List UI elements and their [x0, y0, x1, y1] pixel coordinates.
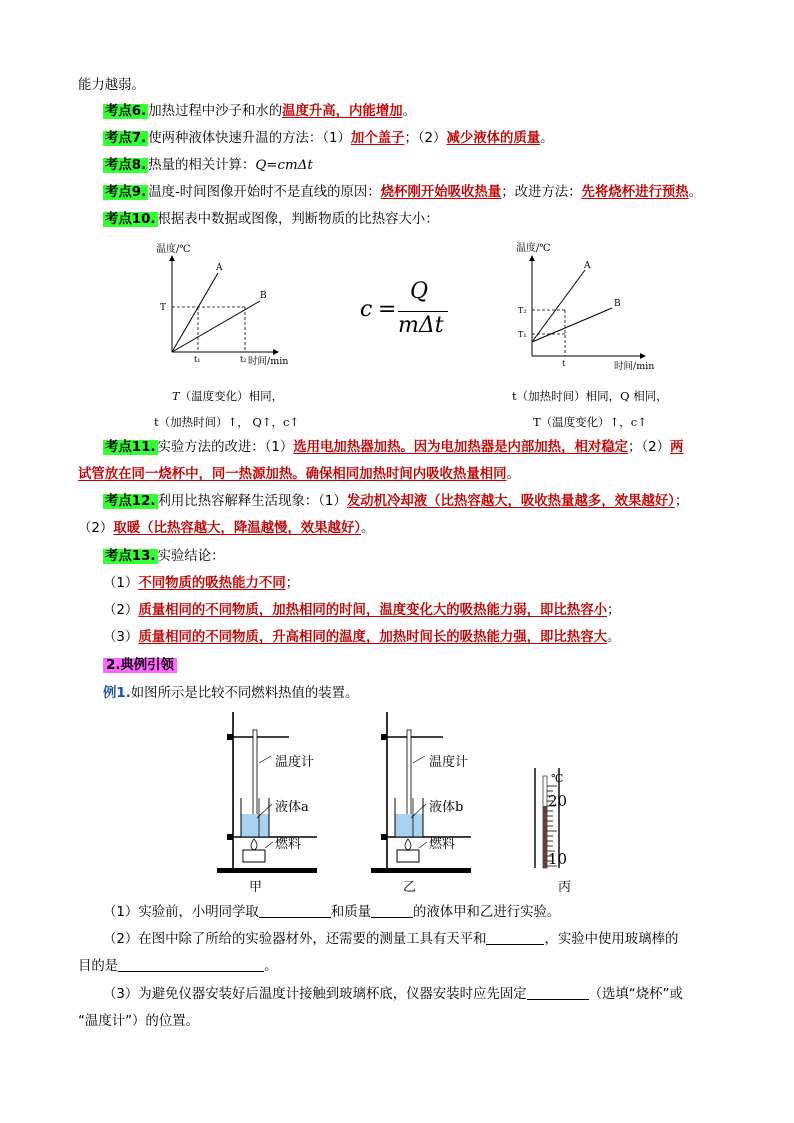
point-10: 考点10. 根据表中数据或图像，判断物质的比热容大小： — [105, 212, 439, 227]
answer: 发动机冷却液（比热容越大，吸收热量越多，效果越好） — [346, 494, 675, 509]
question-2-cont: 目的是 。 — [78, 959, 278, 974]
top-line: 能力越弱。 — [78, 78, 145, 93]
thermometer-label: 温度计 — [275, 755, 315, 770]
x-axis-label: 时间/min — [248, 356, 289, 367]
point-11-cont: 试管放在同一烧杯中，同一热源加热。确保相同加热时间内吸收热量相同。 — [78, 467, 520, 482]
point-tag: 考点13. — [105, 549, 156, 564]
y-axis-label: 温度/℃ — [516, 243, 551, 254]
apparatus-yi — [371, 712, 471, 895]
answer-blank[interactable] — [527, 985, 589, 1000]
x-axis-label: 时间/min — [614, 361, 655, 372]
line-b-label: B — [260, 291, 267, 301]
answer: 质量相同的不同物质，升高相同的温度，加热时间长的吸热能力强，即比热容大 — [138, 630, 607, 645]
answer-blank[interactable] — [371, 903, 413, 918]
question-3-cont: “温度计”）的位置。 — [78, 1014, 199, 1029]
tick-10: 10 — [548, 850, 568, 868]
conclusion-1: （1）不同物质的吸热能力不同； — [103, 576, 299, 591]
conclusion-3: （3）质量相同的不同物质，升高相同的温度，加热时间长的吸热能力强，即比热容大。 — [103, 630, 621, 645]
temperature-time-graph-1 — [150, 238, 300, 370]
answer: 先将烧杯进行预热 — [581, 185, 689, 200]
answer: 烧杯刚开始吸收热量 — [380, 185, 502, 200]
point-tag: 考点8. — [105, 158, 147, 173]
question-1: （1）实验前，小明同学取 和质量 的液体甲和乙进行实验。 — [103, 905, 561, 920]
answer: 选用电加热器加热。因为电加热器是内部加热，相对稳定 — [293, 440, 629, 455]
t1-tick-label: t₁ — [194, 355, 201, 364]
heat-formula: Q=cmΔt — [255, 158, 313, 173]
apparatus-jia — [217, 712, 317, 895]
answer: 不同物质的吸热能力不同 — [138, 576, 286, 591]
t2-tick-label: t₂ — [240, 355, 247, 364]
conclusion-2: （2）质量相同的不同物质，加热相同的时间，温度变化大的吸热能力弱，即比热容小； — [103, 603, 621, 618]
line-a-label: A — [584, 261, 591, 271]
apparatus-figure — [215, 708, 590, 898]
answer: 质量相同的不同物质，加热相同的时间，温度变化大的吸热能力弱，即比热容小 — [138, 603, 607, 618]
figure-yi-label: 乙 — [403, 880, 417, 895]
point-11: 考点11. 实验方法的改进：（1）选用电加热器加热。因为电加热器是内部加热，相对稳定；（2）两 — [105, 440, 684, 455]
answer: 试管放在同一烧杯中，同一热源加热。确保相同加热时间内吸收热量相同 — [78, 467, 507, 482]
graph1-caption-2: t（加热时间）↑， Q↑，c↑ — [154, 415, 300, 429]
example-1: 例1.如图所示是比较不同燃料热值的装置。 — [103, 686, 359, 701]
figure-bing-label: 丙 — [558, 880, 572, 895]
graph2-caption-1: t（加热时间）相同，Q 相同， — [512, 389, 668, 403]
answer-blank[interactable] — [259, 903, 331, 918]
section-2-heading: 2.典例引领 — [103, 656, 743, 676]
point-12-cont: （2）取暖（比热容越大，降温越慢，效果越好）。 — [78, 521, 375, 536]
fuel-label: 燃料 — [275, 837, 302, 852]
point-12: 考点12. 利用比热容解释生活现象：（1）发动机冷却液（比热容越大，吸收热量越多，效果越好）； — [105, 494, 689, 509]
point-tag: 考点11. — [105, 440, 156, 455]
line-a-label: A — [216, 263, 223, 273]
t-tick-label: T — [160, 303, 167, 313]
figure-jia-label: 甲 — [249, 880, 263, 895]
point-8: 考点8. 热量的相关计算：Q=cmΔt — [105, 158, 313, 173]
t-tick-label: t — [562, 359, 566, 368]
point-tag: 考点10. — [105, 212, 156, 227]
t2-tick-label: T₂ — [518, 306, 527, 315]
answer: 取暖（比热容越大，降温越慢，效果越好） — [113, 521, 362, 536]
answer-blank[interactable] — [486, 930, 544, 945]
point-tag: 考点6. — [105, 104, 147, 119]
answer: 温度升高，内能增加 — [282, 104, 403, 119]
t1-tick-label: T₁ — [518, 330, 527, 339]
question-3: （3）为避免仪器安装好后温度计接触到玻璃杯底，仪器安装时应先固定 （选填“烧杯”或 — [103, 987, 683, 1002]
answer-blank[interactable] — [118, 957, 264, 972]
thermometer-reading-bing — [535, 768, 571, 895]
answer: 两 — [670, 440, 684, 455]
answer: 减少液体的质量 — [446, 131, 541, 146]
point-tag: 考点7. — [105, 131, 147, 146]
point-tag: 考点12. — [105, 494, 156, 509]
thermometer-label: 温度计 — [429, 755, 469, 770]
liquid-b-label: 液体b — [429, 800, 464, 815]
example-label: 例1. — [103, 686, 131, 701]
question-2: （2）在图中除了所给的实验器材外，还需要的测量工具有天平和 ，实验中使用玻璃棒的 — [103, 932, 679, 947]
point-7: 考点7. 使两种液体快速升温的方法：（1）加个盖子；（2）减少液体的质量。 — [105, 131, 554, 146]
point-6: 考点6. 加热过程中沙子和水的温度升高，内能增加。 — [105, 104, 416, 119]
tick-20: 20 — [548, 792, 568, 810]
y-axis-label: 温度/℃ — [156, 244, 191, 255]
line-b-label: B — [614, 299, 621, 309]
point-9: 考点9. 温度-时间图像开始时不是直线的原因：烧杯刚开始吸收热量；改进方法：先将烧杯进行预热。 — [105, 185, 703, 200]
specific-heat-formula: c = Q mΔt — [360, 283, 450, 345]
temperature-time-graph-2 — [510, 238, 668, 374]
celsius-unit: ℃ — [551, 772, 564, 785]
answer: 加个盖子 — [350, 131, 405, 146]
fuel-label: 燃料 — [429, 837, 456, 852]
graph2-caption-2: T（温度变化）↑，c↑ — [533, 415, 647, 429]
liquid-a-label: 液体a — [275, 800, 309, 815]
graph1-caption-1: T（温度变化）相同， — [172, 389, 284, 403]
point-13: 考点13. 实验结论： — [105, 549, 225, 564]
point-tag: 考点9. — [105, 185, 147, 200]
